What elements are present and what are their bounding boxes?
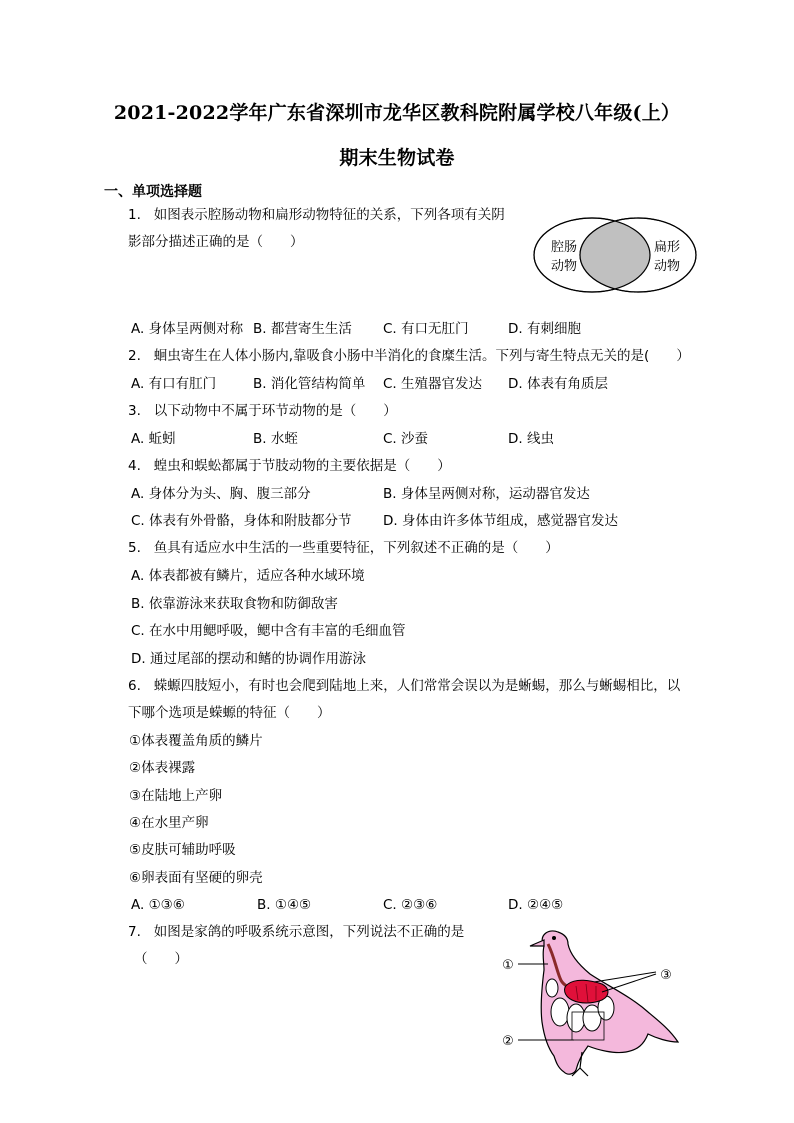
q3-stem-line1: 以下动物中不属于环节动物的是（ ） [153,403,397,419]
q2-number: 2. [128,348,141,364]
exam-title-line2: 期末生物试卷 [339,147,455,169]
q5-option-d[interactable]: D. 通过尾部的摆动和鳍的协调作用游泳 [131,651,366,667]
air-sac [567,1004,585,1032]
q7-stem-line2: （ ） [134,951,188,967]
q4-option-b[interactable]: B. 身体呈两侧对称，运动器官发达 [383,486,590,502]
q6-item-1: ①体表覆盖角质的鳞片 [129,733,263,749]
q4-stem-line1: 蝗虫和蜈蚣都属于节肢动物的主要依据是（ ） [153,458,451,474]
q6-stem [128,677,680,695]
q4-stem [128,457,451,475]
q1-option-c[interactable]: C. 有口无肛门 [383,321,469,337]
label-2: ② [502,1034,514,1049]
q1-stem-line2: 影部分描述正确的是（ ） [128,234,304,250]
exam-title-line1: 2021-2022学年广东省深圳市龙华区教科院附属学校八年级(上） [113,102,681,124]
q7-number: 7. [128,924,141,940]
q6-item-2: ②体表裸露 [129,760,196,776]
q1-option-b[interactable]: B. 都营寄生生活 [253,321,352,337]
q3-option-a[interactable]: A. 蚯蚓 [131,431,176,447]
q2-option-b[interactable]: B. 消化管结构简单 [253,376,366,392]
q6-option-b[interactable]: B. ①④⑤ [257,897,312,913]
venn-right-label-2: 动物 [653,259,681,274]
q3-number: 3. [128,403,141,419]
q5-stem-line1: 鱼具有适应水中生活的一些重要特征，下列叙述不正确的是（ ） [153,540,559,556]
q7-stem [128,923,464,941]
q6-option-a[interactable]: A. ①③⑥ [131,897,185,913]
q5-option-b[interactable]: B. 依靠游泳来获取食物和防御敌害 [131,596,338,612]
venn-left-label-1: 腔肠 [550,240,578,255]
q4-number: 4. [128,458,141,474]
q6-stem-line1: 蝾螈四肢短小，有时也会爬到陆地上来，人们常常会误以为是蜥蜴，那么与蜥蜴相比，以 [153,678,681,694]
q3-option-d[interactable]: D. 线虫 [508,431,554,447]
q1-stem [128,206,505,224]
q1-stem-line1: 如图表示腔肠动物和扁形动物特征的关系，下列各项有关阴 [153,207,505,223]
q6-option-c[interactable]: C. ②③⑥ [383,897,438,913]
q7-stem-line1: 如图是家鸽的呼吸系统示意图，下列说法不正确的是 [153,924,465,940]
q1-number: 1. [128,207,141,223]
q2-option-c[interactable]: C. 生殖器官发达 [383,376,483,392]
q5-stem [128,539,559,557]
pigeon-eye [552,936,556,940]
section-heading: 一、单项选择题 [104,184,202,200]
q2-stem-line1: 蛔虫寄生在人体小肠内,靠吸食小肠中半消化的食糜生活。下列与寄生特点无关的是( ） [153,348,690,364]
q5-option-a[interactable]: A. 体表都被有鳞片，适应各种水域环境 [131,568,365,584]
venn-right-label-1: 扁形 [653,240,681,255]
venn-diagram [528,214,698,296]
q1-option-a[interactable]: A. 身体呈两侧对称 [131,321,244,337]
air-sac [546,979,558,997]
q2-option-a[interactable]: A. 有口有肛门 [131,376,217,392]
lung [565,980,608,1003]
venn-left-label-2: 动物 [550,259,578,274]
air-sac [551,998,569,1026]
q6-option-d[interactable]: D. ②④⑤ [508,897,564,913]
q3-option-b[interactable]: B. 水蛭 [253,431,298,447]
q2-stem [128,347,690,365]
q6-item-5: ⑤皮肤可辅助呼吸 [129,842,236,858]
q4-option-a[interactable]: A. 身体分为头、胸、腹三部分 [131,486,311,502]
q6-item-3: ③在陆地上产卵 [129,788,223,804]
q6-number: 6. [128,678,141,694]
q5-option-c[interactable]: C. 在水中用鳃呼吸，鳃中含有丰富的毛细血管 [131,623,406,639]
q1-option-d[interactable]: D. 有刺细胞 [508,321,581,337]
q6-item-4: ④在水里产卵 [129,815,209,831]
q2-option-d[interactable]: D. 体表有角质层 [508,376,608,392]
q3-option-c[interactable]: C. 沙蚕 [383,431,429,447]
pigeon-beak [530,940,544,946]
label-1: ① [502,958,514,973]
q4-option-d[interactable]: D. 身体由许多体节组成，感觉器官发达 [383,513,618,529]
q5-number: 5. [128,540,141,556]
pigeon-respiratory-diagram [498,926,698,1080]
q3-stem [128,402,397,420]
q6-item-6: ⑥卵表面有坚硬的卵壳 [129,870,263,886]
q6-stem-line2: 下哪个选项是蝾螈的特征（ ） [128,705,331,721]
q4-option-c[interactable]: C. 体表有外骨骼，身体和附肢都分节 [131,513,352,529]
label-3: ③ [660,968,672,983]
